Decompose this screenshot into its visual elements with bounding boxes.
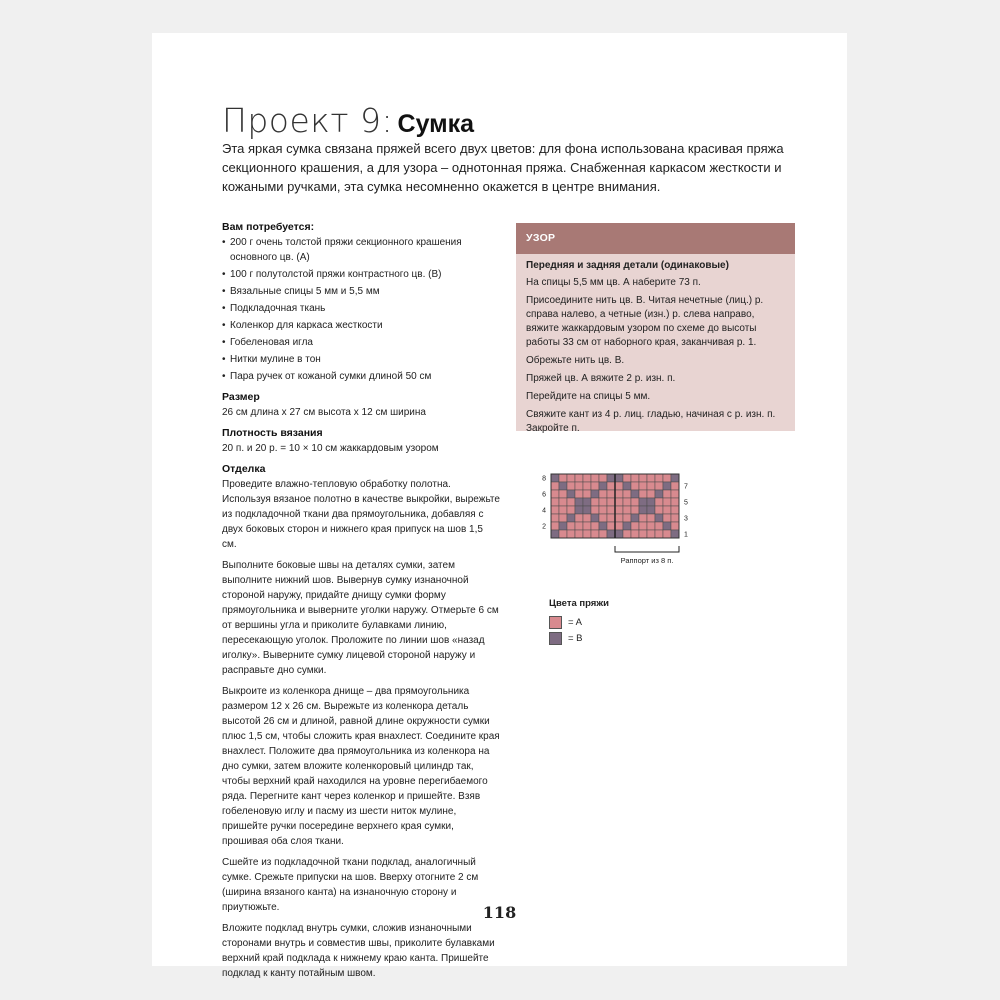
chart-cell	[583, 490, 591, 498]
chart-cell	[607, 490, 615, 498]
chart-cell	[631, 522, 639, 530]
chart-cell	[615, 474, 623, 482]
chart-cell	[655, 490, 663, 498]
chart-cell	[607, 530, 615, 538]
chart-cell	[615, 482, 623, 490]
chart-cell	[615, 530, 623, 538]
chart-cell	[663, 490, 671, 498]
chart-cell	[647, 490, 655, 498]
chart-cell	[559, 514, 567, 522]
chart-cell	[607, 522, 615, 530]
chart-cell	[623, 498, 631, 506]
chart-cell	[663, 530, 671, 538]
legend-heading: Цвета пряжи	[549, 598, 609, 609]
chart-cell	[591, 506, 599, 514]
chart-cell	[575, 514, 583, 522]
legend-label-a: = A	[568, 616, 582, 628]
chart-cell	[559, 474, 567, 482]
pattern-body	[516, 254, 795, 436]
chart-row-label: 8	[542, 475, 546, 483]
pattern-box	[516, 223, 795, 434]
chart-cell	[591, 522, 599, 530]
chart-cell	[559, 490, 567, 498]
chart-cell	[567, 474, 575, 482]
chart-cell	[607, 514, 615, 522]
chart-cell	[647, 482, 655, 490]
chart-cell	[639, 482, 647, 490]
chart-cell	[583, 482, 591, 490]
chart-row-label: 6	[542, 491, 546, 499]
gauge-heading: Плотность вязания	[222, 427, 323, 439]
materials-item: • Пара ручек от кожаной сумки длиной 50 см	[222, 369, 500, 384]
chart-row-label: 7	[684, 483, 688, 491]
pattern-header: УЗОР	[516, 223, 795, 254]
chart-cell	[559, 506, 567, 514]
knitting-chart	[534, 471, 704, 611]
chart-cell	[663, 522, 671, 530]
chart-cell	[575, 506, 583, 514]
chart-cell	[623, 522, 631, 530]
page-title	[222, 101, 474, 140]
pattern-step: Обрежьте нить цв. В.	[526, 355, 625, 366]
chart-cell	[671, 474, 679, 482]
chart-cell	[631, 498, 639, 506]
legend-swatch-a	[549, 616, 562, 629]
chart-cell	[607, 474, 615, 482]
chart-row-label: 3	[684, 515, 688, 523]
chart-cell	[663, 482, 671, 490]
chart-cell	[663, 474, 671, 482]
chart-cell	[639, 522, 647, 530]
chart-cell	[559, 522, 567, 530]
pattern-step: Свяжите кант из 4 р. лиц. гладью, начиная с р. изн. п. Закройте п.	[526, 409, 776, 434]
chart-cell	[567, 514, 575, 522]
chart-cell	[655, 498, 663, 506]
chart-cell	[575, 490, 583, 498]
chart-cell	[591, 514, 599, 522]
materials-item: • Подкладочная ткань	[222, 301, 500, 316]
chart-cell	[647, 530, 655, 538]
chart-cell	[559, 498, 567, 506]
chart-row-label: 5	[684, 499, 688, 507]
chart-cell	[599, 514, 607, 522]
chart-cell	[671, 498, 679, 506]
chart-cell	[639, 506, 647, 514]
chart-cell	[567, 530, 575, 538]
materials-item: • Нитки мулине в тон	[222, 352, 500, 367]
finishing-paragraph: Вложите подклад внутрь сумки, сложив изнаночными сторонами внутрь и совместив швы, приколите булавками верхний край подклада к нижнему краю канта. Пришейте подклад к канту потайным швом.	[222, 923, 495, 979]
left-column	[222, 220, 500, 987]
chart-cell	[623, 490, 631, 498]
chart-cell	[567, 506, 575, 514]
chart-cell	[655, 482, 663, 490]
materials-item: • Вязальные спицы 5 мм и 5,5 мм	[222, 284, 500, 299]
chart-cell	[631, 530, 639, 538]
chart-cell	[583, 506, 591, 514]
chart-cell	[655, 522, 663, 530]
size-section	[222, 390, 500, 420]
chart-cell	[655, 506, 663, 514]
chart-cell	[655, 530, 663, 538]
chart-cell	[647, 498, 655, 506]
chart-cell	[559, 530, 567, 538]
chart-cell	[599, 530, 607, 538]
chart-cell	[591, 490, 599, 498]
repeat-bracket	[615, 546, 679, 552]
title-sub: Сумка	[397, 110, 475, 138]
chart-cell	[639, 498, 647, 506]
chart-cell	[607, 506, 615, 514]
legend-swatch-b	[549, 632, 562, 645]
chart-row-label: 2	[542, 523, 546, 531]
intro-paragraph: Эта яркая сумка связана пряжей всего двух цветов: для фона использована красивая пряжа секционного крашения, а для узора – однотонная пряжа. Снабженная каркасом жесткости и кожаными ручками, эта сумка несомненно окажется в центре внимания.	[222, 141, 784, 194]
gauge-section	[222, 426, 500, 456]
materials-heading: Вам потребуется:	[222, 221, 315, 233]
size-heading: Размер	[222, 391, 260, 403]
finishing-paragraph: Сшейте из подкладочной ткани подклад, аналогичный сумке. Срежьте припуски на шов. Вверху отогните 2 см (ширина вязаного канта) на изнаночную сторону и приутюжьте.	[222, 857, 479, 913]
gauge-text: 20 п. и 20 р. = 10 × 10 см жаккардовым узором	[222, 443, 439, 454]
chart-cell	[631, 506, 639, 514]
chart-cell	[623, 506, 631, 514]
chart-cell	[599, 490, 607, 498]
chart-cell	[615, 490, 623, 498]
chart-row-label: 1	[684, 531, 688, 539]
finishing-paragraph: Проведите влажно-тепловую обработку полотна. Используя вязаное полотно в качестве выкройки, вырежьте из подкладочной ткани два прямоугольника, добавляя с двух боковых сторон и нижнего края припуск на шов 1,5 см.	[222, 479, 500, 550]
chart-cell	[551, 482, 559, 490]
pattern-step: Пряжей цв. А вяжите 2 р. изн. п.	[526, 373, 676, 384]
title-main: Проект 9:	[222, 101, 394, 140]
repeat-label: Раппорт из 8 п.	[620, 556, 674, 565]
chart-cell	[583, 498, 591, 506]
finishing-heading: Отделка	[222, 463, 266, 475]
chart-cell	[551, 490, 559, 498]
chart-cell	[607, 498, 615, 506]
chart-cell	[671, 482, 679, 490]
chart-cell	[583, 530, 591, 538]
chart-cell	[655, 474, 663, 482]
chart-cell	[615, 506, 623, 514]
chart-cell	[599, 522, 607, 530]
chart-cell	[671, 530, 679, 538]
chart-cell	[631, 482, 639, 490]
chart-cell	[551, 474, 559, 482]
legend-item-a	[549, 614, 669, 630]
chart-cell	[551, 506, 559, 514]
chart-cell	[591, 498, 599, 506]
chart-cell	[575, 482, 583, 490]
pattern-step: Перейдите на спицы 5 мм.	[526, 391, 651, 402]
chart-cell	[623, 482, 631, 490]
chart-cell	[623, 530, 631, 538]
chart-cell	[599, 506, 607, 514]
chart-cell	[575, 522, 583, 530]
chart-cell	[599, 498, 607, 506]
chart-cell	[631, 474, 639, 482]
materials-item: • 200 г очень толстой пряжи секционного крашения основного цв. (A)	[222, 235, 500, 265]
chart-cell	[671, 490, 679, 498]
chart-cell	[647, 514, 655, 522]
chart-cell	[671, 514, 679, 522]
size-text: 26 см длина х 27 см высота х 12 см ширина	[222, 407, 426, 418]
chart-cell	[551, 522, 559, 530]
chart-cell	[639, 530, 647, 538]
pattern-step: На спицы 5,5 мм цв. А наберите 73 п.	[526, 277, 701, 288]
chart-cell	[567, 522, 575, 530]
chart-cell	[647, 506, 655, 514]
chart-cell	[639, 514, 647, 522]
finishing-paragraph: Выкроите из коленкора днище – два прямоугольника размером 12 х 26 см. Вырежьте из коленкора деталь высотой 26 см и длиной, равной длине окружности сумки плюс 1,5 см, чтобы сложить края внахлест. Соедините края внахлест. Положите два прямоугольника из коленкора на дно сумки, затем вложите коленкоровый цилиндр так, чтобы верхний край находился на уровне перегибаемого ряда. Перегните кант через коленкор и пришейте. Взяв гобеленовую иглу и пасму из шести ниток мулине, пришейте ручки посередине верхнего края сумки, прошивая оба слоя ткани.	[222, 686, 500, 847]
chart-cell	[639, 490, 647, 498]
chart-cell	[623, 474, 631, 482]
chart-cell	[575, 474, 583, 482]
page-number: 118	[482, 903, 517, 922]
chart-cell	[551, 498, 559, 506]
chart-cell	[615, 522, 623, 530]
chart-cell	[671, 522, 679, 530]
chart-cell	[583, 474, 591, 482]
chart-cell	[631, 490, 639, 498]
chart-cell	[655, 514, 663, 522]
chart-cell	[591, 482, 599, 490]
chart-cell	[599, 482, 607, 490]
chart-cell	[567, 482, 575, 490]
materials-list	[222, 235, 500, 384]
chart-cell	[591, 474, 599, 482]
page	[152, 33, 847, 979]
pattern-step: Присоедините нить цв. B. Читая нечетные (лиц.) р. справа налево, а четные (изн.) р. слева направо, вяжите жаккардовым узором по схеме до высоты работы 33 см от наборного края, заканчивая р. 1.	[526, 295, 764, 348]
chart-cell	[599, 474, 607, 482]
chart-cell	[615, 498, 623, 506]
chart-cell	[567, 498, 575, 506]
materials-item: • Коленкор для каркаса жесткости	[222, 318, 500, 333]
chart-cell	[663, 506, 671, 514]
chart-cell	[663, 514, 671, 522]
chart-cell	[559, 482, 567, 490]
chart-cell	[583, 514, 591, 522]
chart-cell	[575, 498, 583, 506]
chart-cell	[631, 514, 639, 522]
chart-cell	[551, 530, 559, 538]
materials-item: • 100 г полутолстой пряжи контрастного цв. (B)	[222, 267, 500, 282]
finishing-paragraph: Выполните боковые швы на деталях сумки, затем выполните нижний шов. Вывернув сумку изнаночной стороной наружу, придайте днищу сумки форму прямоугольника и выверните уголки наружу. Отмерьте 6 см от вершины угла и приколите булавками линию, пересекающую уголок. Проложите по линии шов «назад иголку». Выверните сумку лицевой стороной наружу и расправьте дно сумки.	[222, 560, 499, 676]
chart-cell	[607, 482, 615, 490]
legend-label-b: = B	[568, 632, 583, 644]
yarn-legend	[549, 598, 669, 646]
pattern-subheading: Передняя и задняя детали (одинаковые)	[526, 260, 729, 271]
chart-cell	[623, 514, 631, 522]
chart-cell	[671, 506, 679, 514]
chart-cell	[663, 498, 671, 506]
chart-cell	[583, 522, 591, 530]
legend-item-b	[549, 630, 669, 646]
chart-cell	[647, 522, 655, 530]
chart-cell	[551, 514, 559, 522]
chart-cell	[591, 530, 599, 538]
chart-cell	[567, 490, 575, 498]
chart-row-label: 4	[542, 507, 546, 515]
chart-cell	[647, 474, 655, 482]
chart-cell	[575, 530, 583, 538]
materials-item: • Гобеленовая игла	[222, 335, 500, 350]
chart-cell	[639, 474, 647, 482]
chart-cell	[615, 514, 623, 522]
